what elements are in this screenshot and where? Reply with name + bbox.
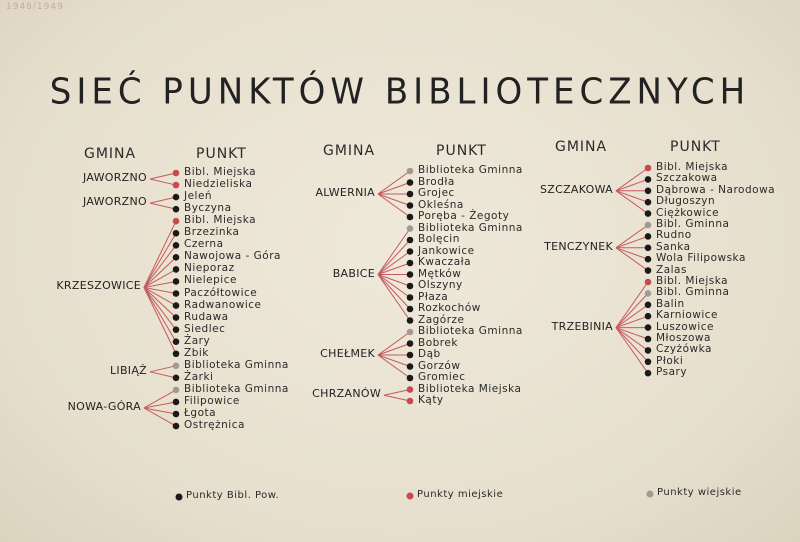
connector-line	[144, 287, 176, 341]
library-point-label: Biblioteka Gminna	[184, 358, 289, 371]
library-point-label: Paczółtowice	[184, 286, 258, 299]
library-point-label: Płaza	[418, 290, 449, 303]
point-marker	[173, 182, 180, 189]
gmina-column-header: GMINA	[84, 146, 137, 162]
library-point-label: Płoki	[656, 354, 684, 367]
library-point-label: Poręba - Żegoty	[418, 210, 510, 222]
connector-line	[378, 252, 410, 275]
library-point-label: Rozkochów	[418, 302, 481, 314]
point-marker	[645, 347, 652, 354]
gmina-label: BABICE	[332, 266, 375, 280]
connector-line	[378, 275, 410, 310]
library-point-label: Gorzów	[418, 359, 461, 372]
point-marker	[173, 350, 180, 357]
connector-line	[616, 179, 648, 190]
gmina-label: TENCZYNEK	[544, 239, 613, 253]
point-marker	[645, 336, 652, 343]
point-marker	[645, 324, 652, 331]
connector-line	[144, 233, 176, 287]
point-marker	[173, 218, 180, 225]
connector-line	[378, 275, 410, 321]
point-marker	[173, 278, 180, 285]
connector-line	[150, 197, 176, 203]
library-point-label: Rudno	[656, 229, 692, 242]
point-marker	[645, 210, 652, 217]
point-marker	[173, 375, 180, 382]
point-marker	[645, 313, 652, 320]
gmina-label: JAWORZNO	[83, 195, 147, 209]
library-point-label: Biblioteka Miejska	[418, 382, 522, 395]
connector-line	[150, 173, 176, 179]
library-point-label: Nielepice	[184, 274, 237, 287]
point-marker	[407, 375, 414, 382]
point-marker	[407, 306, 414, 313]
connector-line	[378, 332, 410, 355]
library-point-label: Filipowice	[184, 394, 240, 407]
point-marker	[173, 266, 180, 273]
connector-line	[144, 287, 176, 353]
point-marker	[645, 279, 652, 286]
point-marker	[173, 290, 180, 297]
library-point-label: Nieporaz	[184, 262, 235, 275]
connector-line	[616, 305, 648, 328]
library-point-label: Ostrężnica	[184, 419, 245, 432]
library-point-label: Biblioteka Gminna	[418, 325, 523, 337]
connector-line	[144, 245, 176, 287]
library-point-label: Bibl. Miejska	[656, 161, 729, 173]
archive-note: 1948/1949	[6, 2, 64, 12]
library-point-label: Mętków	[418, 267, 462, 280]
point-marker	[645, 359, 652, 366]
legend-label: Punkty wiejskie	[657, 487, 742, 498]
library-point-label: Byczyna	[184, 202, 232, 215]
library-point-label: Brodła	[418, 175, 455, 188]
library-point-label: Młoszowa	[656, 332, 711, 344]
point-marker	[407, 317, 414, 324]
connector-line	[150, 203, 176, 209]
point-marker	[407, 179, 414, 186]
library-point-label: Nawojowa - Góra	[184, 250, 281, 263]
point-marker	[645, 176, 652, 183]
library-point-label: Biblioteka Gminna	[184, 382, 289, 395]
library-point-label: Sanka	[656, 240, 691, 253]
connector-line	[616, 191, 648, 202]
connector-line	[378, 229, 410, 275]
point-marker	[407, 168, 414, 175]
point-marker	[645, 199, 652, 206]
gmina-label: SZCZAKOWA	[539, 182, 613, 196]
legend-marker	[176, 494, 183, 501]
point-marker	[645, 188, 652, 195]
library-point-label: Ciężkowice	[656, 206, 720, 219]
gmina-label: LIBIĄŻ	[109, 363, 147, 377]
library-point-label: Radwanowice	[184, 298, 262, 311]
point-marker	[407, 248, 414, 255]
library-point-label: Psary	[656, 366, 688, 379]
legend-label: Punkty Bibl. Pow.	[186, 490, 280, 501]
connector-line	[378, 183, 410, 195]
library-point-label: Karniowice	[656, 309, 719, 322]
library-point-label: Dąbrowa - Narodowa	[656, 183, 776, 196]
connector-line	[378, 355, 410, 367]
library-point-label: Jeleń	[184, 190, 213, 203]
point-marker	[173, 206, 180, 213]
library-point-label: Grojec	[418, 187, 455, 199]
library-point-label: Rudawa	[184, 310, 229, 323]
connector-line	[616, 248, 648, 271]
point-marker	[173, 338, 180, 345]
point-marker	[407, 352, 414, 359]
point-marker	[645, 245, 652, 252]
point-marker	[407, 398, 414, 405]
point-marker	[173, 242, 180, 249]
point-marker	[645, 267, 652, 274]
connector-line	[378, 344, 410, 356]
library-point-label: Zalas	[656, 263, 687, 276]
connector-line	[616, 328, 648, 351]
point-marker	[645, 302, 652, 309]
library-point-label: Brzezinka	[184, 226, 240, 239]
point-marker	[173, 423, 180, 430]
library-point-label: Bibl. Miejska	[656, 275, 729, 287]
library-point-label: Bibl. Gminna	[656, 286, 730, 299]
gmina-label: NOWA-GÓRA	[67, 399, 141, 413]
library-point-label: Łgota	[184, 407, 217, 419]
punkt-column-header: PUNKT	[670, 139, 721, 155]
point-marker	[407, 294, 414, 301]
connector-line	[616, 236, 648, 247]
gmina-label: CHEŁMEK	[320, 347, 375, 360]
point-marker	[173, 314, 180, 321]
point-marker	[407, 271, 414, 278]
library-point-label: Zbik	[184, 346, 209, 359]
point-marker	[407, 237, 414, 244]
gmina-column-header: GMINA	[555, 139, 608, 155]
connector-line	[616, 293, 648, 327]
connector-line	[150, 179, 176, 185]
gmina-label: CHRZANÓW	[312, 387, 381, 401]
connector-line	[144, 221, 176, 287]
point-marker	[173, 326, 180, 333]
connector-line	[378, 240, 410, 275]
point-marker	[407, 386, 414, 393]
library-point-label: Czerna	[184, 238, 224, 251]
connector-line	[384, 395, 410, 401]
library-point-label: Kąty	[418, 394, 444, 406]
library-point-label: Olszyny	[418, 279, 463, 291]
gmina-column-header: GMINA	[323, 143, 376, 159]
point-marker	[407, 225, 414, 232]
connector-line	[150, 372, 176, 378]
point-marker	[645, 256, 652, 263]
point-marker	[173, 399, 180, 406]
library-point-label: Gromiec	[418, 371, 466, 383]
point-marker	[407, 191, 414, 198]
punkt-column-header: PUNKT	[436, 143, 487, 159]
library-point-label: Okleśna	[418, 198, 464, 211]
gmina-label: JAWORZNO	[83, 171, 147, 185]
connector-line	[616, 328, 648, 374]
connector-line	[150, 366, 176, 372]
gmina-label: ALWERNIA	[315, 186, 375, 199]
legend-marker	[647, 491, 654, 498]
gmina-label: KRZESZOWICE	[56, 279, 141, 293]
point-marker	[645, 290, 652, 297]
point-marker	[173, 411, 180, 418]
library-point-label: Bibl. Miejska	[184, 214, 257, 227]
point-marker	[407, 202, 414, 209]
connector-line	[616, 168, 648, 191]
connector-line	[378, 355, 410, 378]
library-point-label: Zagórze	[418, 313, 465, 326]
gmina-label: TRZEBINIA	[551, 319, 613, 333]
connector-line	[616, 328, 648, 362]
point-marker	[645, 370, 652, 377]
connector-line	[144, 287, 176, 329]
library-point-label: Żarki	[184, 370, 214, 383]
library-point-label: Szczakowa	[656, 172, 718, 185]
point-marker	[407, 214, 414, 221]
poster-title: SIEĆ PUNKTÓW BIBLIOTECZNYCH	[49, 71, 751, 113]
point-marker	[645, 222, 652, 229]
library-point-label: Biblioteka Gminna	[418, 221, 523, 234]
point-marker	[407, 363, 414, 370]
connector-line	[378, 171, 410, 194]
connector-line	[616, 282, 648, 328]
point-marker	[407, 283, 414, 290]
library-point-label: Balin	[656, 297, 685, 310]
legend-marker	[407, 493, 414, 500]
connector-line	[378, 194, 410, 206]
library-point-label: Bolęcin	[418, 233, 460, 245]
point-marker	[173, 302, 180, 309]
library-point-label: Niedzieliska	[184, 178, 253, 191]
point-marker	[173, 363, 180, 370]
point-marker	[407, 329, 414, 336]
library-point-label: Kwaczała	[418, 256, 472, 268]
point-marker	[173, 194, 180, 201]
point-marker	[173, 387, 180, 394]
point-marker	[407, 260, 414, 267]
library-point-label: Długoszyn	[656, 195, 716, 208]
library-point-label: Dąb	[418, 348, 441, 360]
point-marker	[645, 233, 652, 240]
legend-label: Punkty miejskie	[417, 489, 504, 500]
library-point-label: Biblioteka Gminna	[418, 164, 523, 176]
library-point-label: Bibl. Gminna	[656, 218, 730, 230]
connector-line	[378, 194, 410, 217]
connector-line	[616, 225, 648, 248]
library-point-label: Wola Filipowska	[656, 252, 746, 265]
point-marker	[173, 230, 180, 237]
library-point-label: Siedlec	[184, 322, 226, 335]
library-point-label: Luszowice	[656, 320, 714, 333]
library-point-label: Żary	[184, 334, 211, 347]
connector-line	[384, 390, 410, 396]
library-point-label: Bobrek	[418, 336, 458, 349]
point-marker	[173, 254, 180, 261]
point-marker	[645, 165, 652, 172]
punkt-column-header: PUNKT	[196, 146, 247, 162]
connector-line	[378, 275, 410, 298]
connector-line	[616, 191, 648, 214]
library-point-label: Jankowice	[418, 244, 475, 257]
library-point-label: Bibl. Miejska	[184, 166, 257, 178]
library-point-label: Czyżówka	[656, 343, 712, 356]
point-marker	[173, 170, 180, 177]
point-marker	[407, 340, 414, 347]
connector-line	[616, 248, 648, 259]
